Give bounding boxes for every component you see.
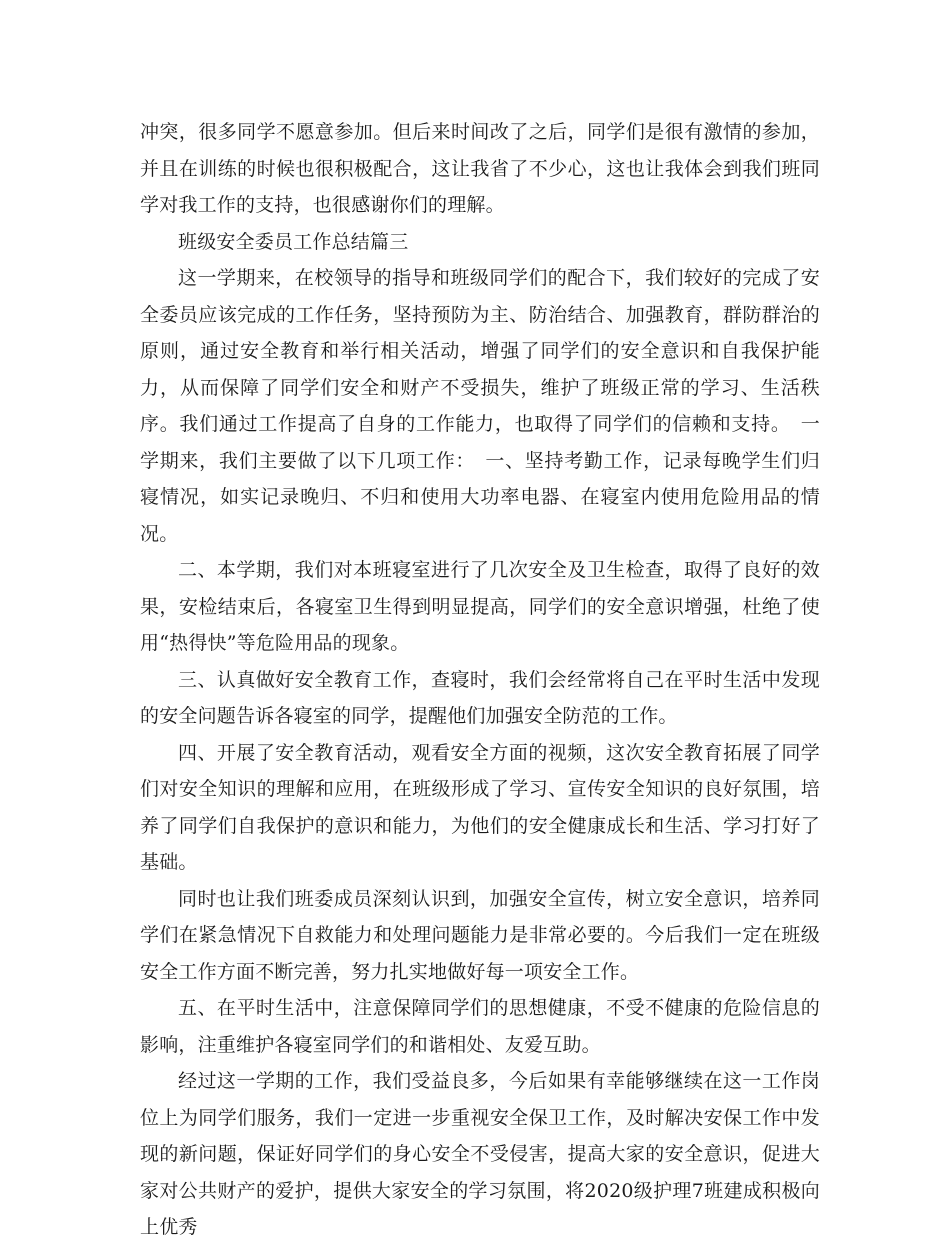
paragraph-continuation: 冲突，很多同学不愿意参加。但后来时间改了之后，同学们是很有激情的参加，并且在训练的时候也很积极配合，这让我省了不少心，这也让我体会到我们班同学对我工作的支持，也很感谢你们的理解。 bbox=[140, 121, 820, 216]
paragraph-reflection: 同时也让我们班委成员深刻认识到，加强安全宣传，树立安全意识，培养同学们在紧急情况下自救能力和处理问题能力是非常必要的。今后我们一定在班级安全工作方面不断完善，努力扎实地做好每一项安全工作。 bbox=[140, 887, 820, 983]
section-heading: 班级安全委员工作总结篇三 bbox=[178, 230, 409, 253]
paragraph-intro: 这一学期来，在校领导的指导和班级同学们的配合下，我们较好的完成了安全委员应该完成的工作任务，坚持预防为主、防治结合、加强教育，群防群治的原则，通过安全教育和举行相关活动，增强了同学们的安全意识和自我保护能力，从而保障了同学们安全和财产不受损失，维护了班级正常的学习、生活秩序。我们通过工作提高了自身的工作能力，也取得了同学们的信赖和支持。 一学期来，我们主要做了以下几项工作： 一、坚持考勤工作，记录每晚学生们归寝情况，如实记录晚归、不归和使用大功率电器、在寝室内使用危险用品的情况。 bbox=[140, 267, 820, 545]
paragraph-item-five: 五、在平时生活中，注意保障同学们的思想健康，不受不健康的危险信息的影响，注重维护各寝室同学们的和谐相处、友爱互助。 bbox=[140, 997, 820, 1056]
paragraph-item-two: 二、本学期，我们对本班寝室进行了几次安全及卫生检查，取得了良好的效果，安检结束后，各寝室卫生得到明显提高，同学们的安全意识增强，杜绝了使用“热得快”等危险用品的现象。 bbox=[140, 559, 820, 654]
paragraph-item-three: 三、认真做好安全教育工作，查寝时，我们会经常将自己在平时生活中发现的安全问题告诉各寝室的同学，提醒他们加强安全防范的工作。 bbox=[140, 668, 820, 727]
paragraph-conclusion: 经过这一学期的工作，我们受益良多，今后如果有幸能够继续在这一工作岗位上为同学们服务，我们一定进一步重视安全保卫工作，及时解决安保工作中发现的新问题，保证好同学们的身心安全不受侵害，提高大家的安全意识，促进大家对公共财产的爱护，提供大家安全的学习氛围，将2020级护理7班建成积极向上优秀 bbox=[140, 1070, 820, 1238]
paragraph-item-four: 四、开展了安全教育活动，观看安全方面的视频，这次安全教育拓展了同学们对安全知识的理解和应用，在班级形成了学习、宣传安全知识的良好氛围，培养了同学们自我保护的意识和能力，为他们的安全健康成长和生活、学习打好了基础。 bbox=[140, 741, 820, 873]
document-body bbox=[140, 114, 820, 1246]
